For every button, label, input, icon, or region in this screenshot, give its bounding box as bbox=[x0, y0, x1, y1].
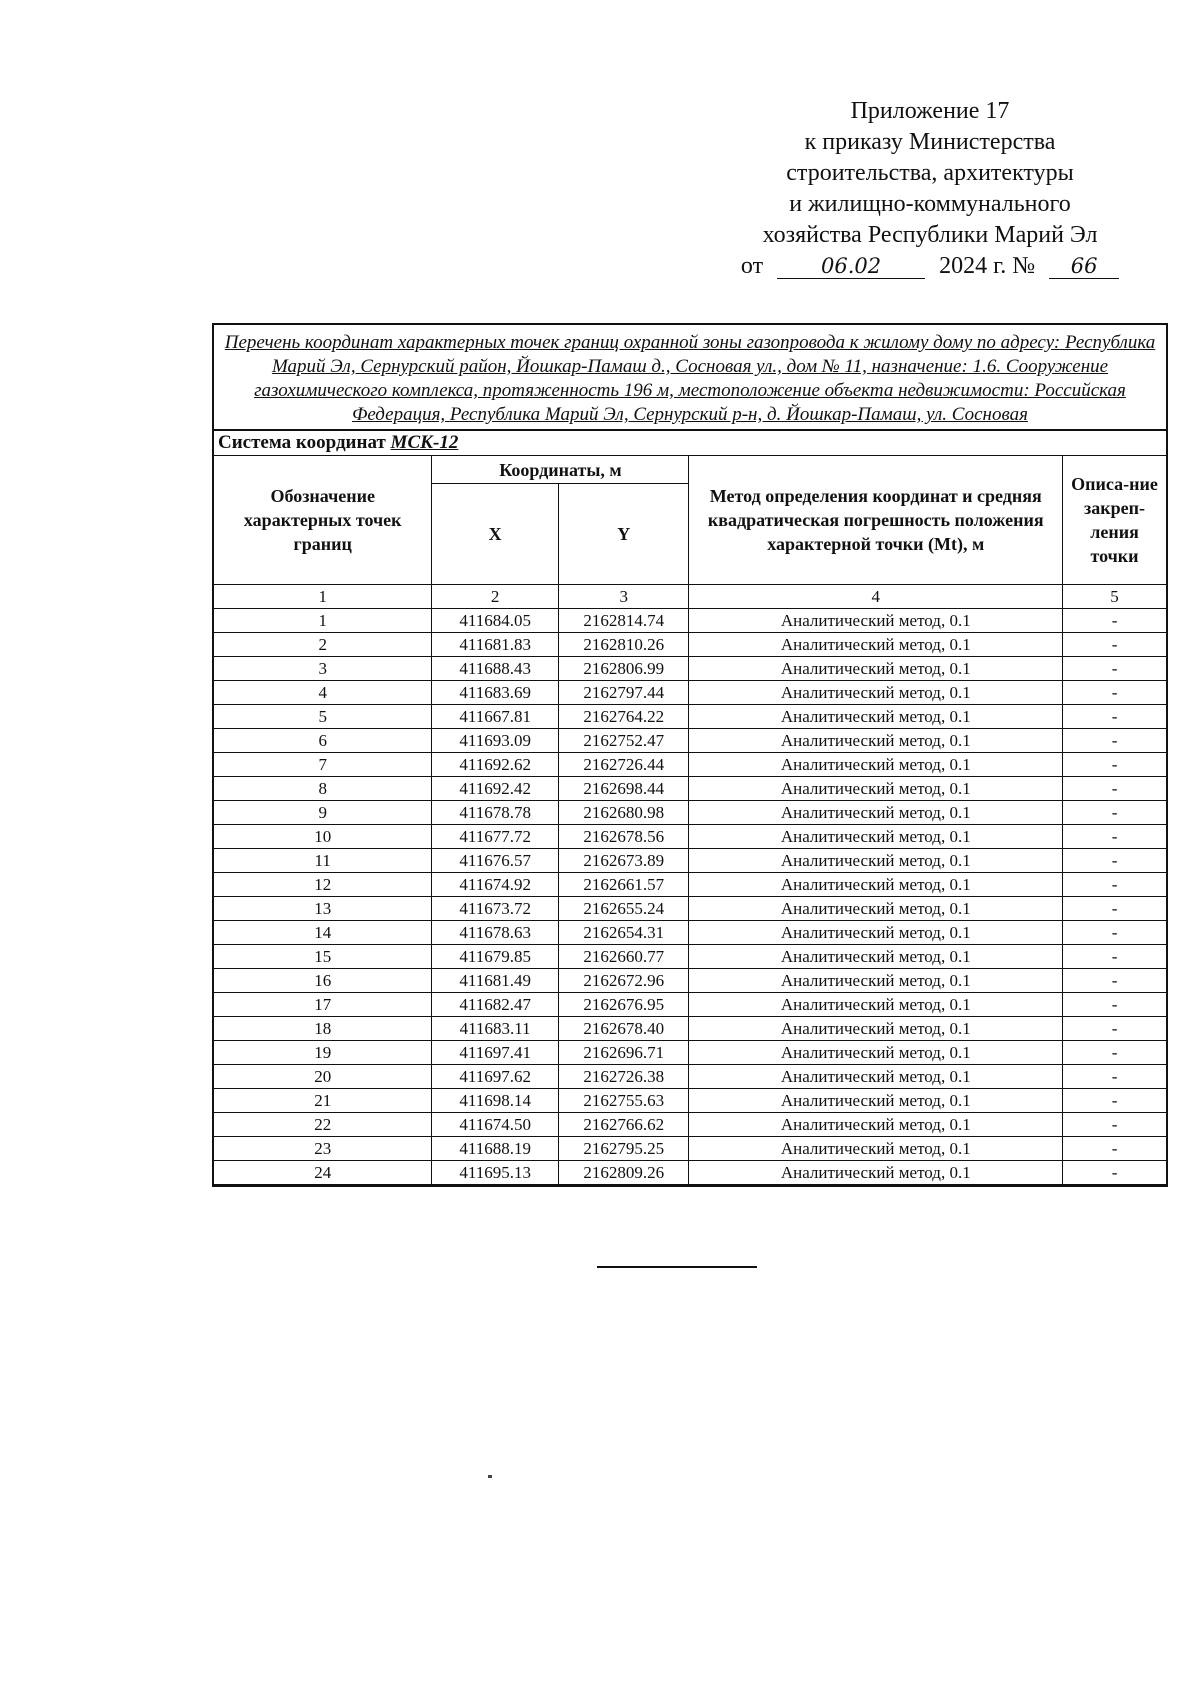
y-coordinate-cell: 2162764.22 bbox=[558, 705, 689, 729]
x-coordinate-cell: 411692.42 bbox=[432, 777, 559, 801]
method-cell: Аналитический метод, 0.1 bbox=[689, 1089, 1063, 1113]
y-coordinate-cell: 2162655.24 bbox=[558, 897, 689, 921]
x-coordinate-cell: 411681.83 bbox=[432, 633, 559, 657]
x-coordinate-cell: 411698.14 bbox=[432, 1089, 559, 1113]
description-cell: - bbox=[1063, 633, 1166, 657]
method-cell: Аналитический метод, 0.1 bbox=[689, 945, 1063, 969]
header-line: и жилищно-коммунального bbox=[789, 191, 1071, 217]
y-coordinate-cell: 2162726.38 bbox=[558, 1065, 689, 1089]
col-header-points: Обозначение характерных точек границ bbox=[214, 456, 432, 585]
table-row bbox=[214, 1113, 1166, 1137]
order-date-line bbox=[720, 251, 1140, 282]
description-cell: - bbox=[1063, 753, 1166, 777]
point-number-cell: 24 bbox=[214, 1161, 432, 1185]
column-number: 2 bbox=[432, 585, 559, 609]
col-header-description: Описа-ние закреп-ления точки bbox=[1063, 456, 1166, 585]
table-row bbox=[214, 1137, 1166, 1161]
table-row bbox=[214, 801, 1166, 825]
point-number-cell: 5 bbox=[214, 705, 432, 729]
y-coordinate-cell: 2162696.71 bbox=[558, 1041, 689, 1065]
x-coordinate-cell: 411674.92 bbox=[432, 873, 559, 897]
year-text: 2024 г. № bbox=[939, 253, 1036, 279]
column-number: 3 bbox=[558, 585, 689, 609]
y-coordinate-cell: 2162654.31 bbox=[558, 921, 689, 945]
description-cell: - bbox=[1063, 1017, 1166, 1041]
table-row bbox=[214, 993, 1166, 1017]
header-line: Приложение 17 bbox=[850, 98, 1010, 124]
description-cell: - bbox=[1063, 1041, 1166, 1065]
point-number-cell: 6 bbox=[214, 729, 432, 753]
x-coordinate-cell: 411677.72 bbox=[432, 825, 559, 849]
method-cell: Аналитический метод, 0.1 bbox=[689, 729, 1063, 753]
table-row bbox=[214, 921, 1166, 945]
header-line: строительства, архитектуры bbox=[786, 160, 1074, 186]
coordinate-system-row bbox=[214, 431, 1166, 456]
method-cell: Аналитический метод, 0.1 bbox=[689, 825, 1063, 849]
y-coordinate-cell: 2162660.77 bbox=[558, 945, 689, 969]
table-row bbox=[214, 897, 1166, 921]
description-cell: - bbox=[1063, 945, 1166, 969]
method-cell: Аналитический метод, 0.1 bbox=[689, 633, 1063, 657]
y-coordinate-cell: 2162726.44 bbox=[558, 753, 689, 777]
table-row bbox=[214, 657, 1166, 681]
y-coordinate-cell: 2162810.26 bbox=[558, 633, 689, 657]
col-header-x: X bbox=[432, 484, 559, 585]
y-coordinate-cell: 2162661.57 bbox=[558, 873, 689, 897]
method-cell: Аналитический метод, 0.1 bbox=[689, 1137, 1063, 1161]
description-cell: - bbox=[1063, 801, 1166, 825]
y-coordinate-cell: 2162755.63 bbox=[558, 1089, 689, 1113]
coordinate-system-label: Система координат bbox=[218, 432, 386, 453]
y-coordinate-cell: 2162680.98 bbox=[558, 801, 689, 825]
description-cell: - bbox=[1063, 1065, 1166, 1089]
point-number-cell: 1 bbox=[214, 609, 432, 633]
x-coordinate-cell: 411693.09 bbox=[432, 729, 559, 753]
point-number-cell: 9 bbox=[214, 801, 432, 825]
handwritten-order-number: 66 bbox=[1049, 254, 1119, 279]
description-cell: - bbox=[1063, 609, 1166, 633]
description-cell: - bbox=[1063, 1137, 1166, 1161]
table-row bbox=[214, 705, 1166, 729]
table-row bbox=[214, 1089, 1166, 1113]
description-cell: - bbox=[1063, 825, 1166, 849]
table-row bbox=[214, 681, 1166, 705]
point-number-cell: 10 bbox=[214, 825, 432, 849]
description-cell: - bbox=[1063, 657, 1166, 681]
x-coordinate-cell: 411679.85 bbox=[432, 945, 559, 969]
x-coordinate-cell: 411682.47 bbox=[432, 993, 559, 1017]
method-cell: Аналитический метод, 0.1 bbox=[689, 657, 1063, 681]
method-cell: Аналитический метод, 0.1 bbox=[689, 1065, 1063, 1089]
point-number-cell: 8 bbox=[214, 777, 432, 801]
description-cell: - bbox=[1063, 873, 1166, 897]
description-cell: - bbox=[1063, 969, 1166, 993]
header-line: к приказу Министерства bbox=[804, 129, 1056, 155]
x-coordinate-cell: 411692.62 bbox=[432, 753, 559, 777]
table-row bbox=[214, 729, 1166, 753]
col-header-coordinates: Координаты, м bbox=[432, 456, 689, 484]
description-cell: - bbox=[1063, 777, 1166, 801]
scan-speck bbox=[488, 1475, 492, 1478]
method-cell: Аналитический метод, 0.1 bbox=[689, 921, 1063, 945]
x-coordinate-cell: 411674.50 bbox=[432, 1113, 559, 1137]
method-cell: Аналитический метод, 0.1 bbox=[689, 969, 1063, 993]
table-row bbox=[214, 633, 1166, 657]
table-row bbox=[214, 1161, 1166, 1185]
column-number: 5 bbox=[1063, 585, 1166, 609]
y-coordinate-cell: 2162795.25 bbox=[558, 1137, 689, 1161]
point-number-cell: 16 bbox=[214, 969, 432, 993]
table-row bbox=[214, 849, 1166, 873]
point-number-cell: 14 bbox=[214, 921, 432, 945]
description-cell: - bbox=[1063, 921, 1166, 945]
description-cell: - bbox=[1063, 705, 1166, 729]
point-number-cell: 21 bbox=[214, 1089, 432, 1113]
y-coordinate-cell: 2162797.44 bbox=[558, 681, 689, 705]
method-cell: Аналитический метод, 0.1 bbox=[689, 993, 1063, 1017]
y-coordinate-cell: 2162698.44 bbox=[558, 777, 689, 801]
table-row bbox=[214, 969, 1166, 993]
handwritten-date: 06.02 bbox=[777, 254, 925, 279]
table-row bbox=[214, 753, 1166, 777]
table-row bbox=[214, 825, 1166, 849]
appendix-header bbox=[720, 96, 1140, 282]
x-coordinate-cell: 411697.62 bbox=[432, 1065, 559, 1089]
method-cell: Аналитический метод, 0.1 bbox=[689, 873, 1063, 897]
table-row bbox=[214, 777, 1166, 801]
coordinate-system-value: МСК-12 bbox=[390, 432, 459, 453]
y-coordinate-cell: 2162676.95 bbox=[558, 993, 689, 1017]
method-cell: Аналитический метод, 0.1 bbox=[689, 609, 1063, 633]
coordinates-table bbox=[214, 456, 1166, 1185]
method-cell: Аналитический метод, 0.1 bbox=[689, 801, 1063, 825]
point-number-cell: 22 bbox=[214, 1113, 432, 1137]
method-cell: Аналитический метод, 0.1 bbox=[689, 777, 1063, 801]
description-cell: - bbox=[1063, 897, 1166, 921]
column-number: 4 bbox=[689, 585, 1063, 609]
method-cell: Аналитический метод, 0.1 bbox=[689, 849, 1063, 873]
y-coordinate-cell: 2162809.26 bbox=[558, 1161, 689, 1185]
table-row bbox=[214, 1041, 1166, 1065]
table-row bbox=[214, 945, 1166, 969]
x-coordinate-cell: 411695.13 bbox=[432, 1161, 559, 1185]
point-number-cell: 17 bbox=[214, 993, 432, 1017]
description-cell: - bbox=[1063, 993, 1166, 1017]
table-caption: Перечень координат характерных точек границ охранной зоны газопровода к жилому дому по адресу: Республика Марий Эл, Сернурский район, Йошкар-Памаш д., Сосновая ул., дом № 11, назначение: 1.6. Сооружение газохимического комплекса, протяженность 196 м, местоположение объекта недвижимости: Российская Федерация, Республика Марий Эл, Сернурский р-н, д. Йошкар-Памаш, ул. Сосновая bbox=[214, 325, 1166, 431]
method-cell: Аналитический метод, 0.1 bbox=[689, 681, 1063, 705]
description-cell: - bbox=[1063, 1089, 1166, 1113]
col-header-y: Y bbox=[558, 484, 689, 585]
x-coordinate-cell: 411683.11 bbox=[432, 1017, 559, 1041]
method-cell: Аналитический метод, 0.1 bbox=[689, 753, 1063, 777]
method-cell: Аналитический метод, 0.1 bbox=[689, 1017, 1063, 1041]
y-coordinate-cell: 2162672.96 bbox=[558, 969, 689, 993]
point-number-cell: 12 bbox=[214, 873, 432, 897]
description-cell: - bbox=[1063, 681, 1166, 705]
date-prefix: от bbox=[740, 253, 764, 279]
point-number-cell: 23 bbox=[214, 1137, 432, 1161]
x-coordinate-cell: 411678.78 bbox=[432, 801, 559, 825]
x-coordinate-cell: 411667.81 bbox=[432, 705, 559, 729]
method-cell: Аналитический метод, 0.1 bbox=[689, 1041, 1063, 1065]
description-cell: - bbox=[1063, 1161, 1166, 1185]
y-coordinate-cell: 2162814.74 bbox=[558, 609, 689, 633]
column-number: 1 bbox=[214, 585, 432, 609]
end-divider bbox=[597, 1266, 757, 1268]
point-number-cell: 11 bbox=[214, 849, 432, 873]
x-coordinate-cell: 411678.63 bbox=[432, 921, 559, 945]
y-coordinate-cell: 2162752.47 bbox=[558, 729, 689, 753]
point-number-cell: 19 bbox=[214, 1041, 432, 1065]
description-cell: - bbox=[1063, 729, 1166, 753]
coordinates-document bbox=[212, 323, 1168, 1187]
point-number-cell: 4 bbox=[214, 681, 432, 705]
point-number-cell: 13 bbox=[214, 897, 432, 921]
y-coordinate-cell: 2162678.40 bbox=[558, 1017, 689, 1041]
x-coordinate-cell: 411683.69 bbox=[432, 681, 559, 705]
method-cell: Аналитический метод, 0.1 bbox=[689, 1161, 1063, 1185]
table-row bbox=[214, 609, 1166, 633]
method-cell: Аналитический метод, 0.1 bbox=[689, 897, 1063, 921]
column-numbering-row bbox=[214, 585, 1166, 609]
description-cell: - bbox=[1063, 849, 1166, 873]
x-coordinate-cell: 411681.49 bbox=[432, 969, 559, 993]
header-line: хозяйства Республики Марий Эл bbox=[762, 222, 1098, 248]
description-cell: - bbox=[1063, 1113, 1166, 1137]
x-coordinate-cell: 411688.19 bbox=[432, 1137, 559, 1161]
point-number-cell: 7 bbox=[214, 753, 432, 777]
method-cell: Аналитический метод, 0.1 bbox=[689, 705, 1063, 729]
point-number-cell: 18 bbox=[214, 1017, 432, 1041]
x-coordinate-cell: 411697.41 bbox=[432, 1041, 559, 1065]
method-cell: Аналитический метод, 0.1 bbox=[689, 1113, 1063, 1137]
table-row bbox=[214, 1017, 1166, 1041]
point-number-cell: 20 bbox=[214, 1065, 432, 1089]
x-coordinate-cell: 411684.05 bbox=[432, 609, 559, 633]
y-coordinate-cell: 2162806.99 bbox=[558, 657, 689, 681]
table-row bbox=[214, 873, 1166, 897]
point-number-cell: 3 bbox=[214, 657, 432, 681]
point-number-cell: 2 bbox=[214, 633, 432, 657]
table-row bbox=[214, 1065, 1166, 1089]
y-coordinate-cell: 2162673.89 bbox=[558, 849, 689, 873]
point-number-cell: 15 bbox=[214, 945, 432, 969]
x-coordinate-cell: 411673.72 bbox=[432, 897, 559, 921]
x-coordinate-cell: 411688.43 bbox=[432, 657, 559, 681]
col-header-method: Метод определения координат и средняя квадратическая погрешность положения характерной точки (Mt), м bbox=[689, 456, 1063, 585]
x-coordinate-cell: 411676.57 bbox=[432, 849, 559, 873]
y-coordinate-cell: 2162766.62 bbox=[558, 1113, 689, 1137]
y-coordinate-cell: 2162678.56 bbox=[558, 825, 689, 849]
